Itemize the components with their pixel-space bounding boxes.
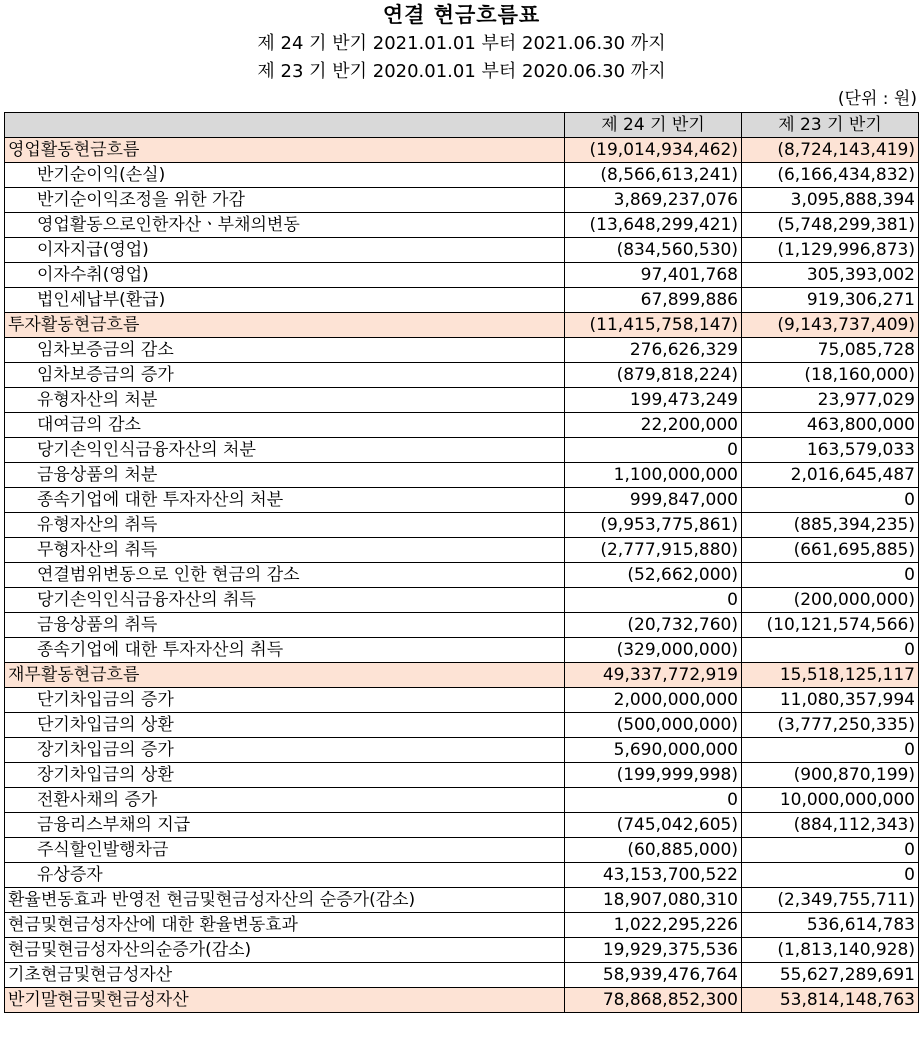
row-prior-value: (900,870,199) bbox=[742, 763, 919, 788]
row-current-value: 1,022,295,226 bbox=[565, 913, 742, 938]
row-label: 당기손익인식금융자산의 취득 bbox=[5, 588, 565, 613]
table-row bbox=[5, 638, 919, 663]
row-current-value: (13,648,299,421) bbox=[565, 213, 742, 238]
row-label: 단기차입금의 증가 bbox=[5, 688, 565, 713]
row-prior-value: 919,306,271 bbox=[742, 288, 919, 313]
table-row bbox=[5, 688, 919, 713]
row-current-value: (20,732,760) bbox=[565, 613, 742, 638]
row-current-value: 78,868,852,300 bbox=[565, 988, 742, 1013]
row-label: 현금및현금성자산의순증가(감소) bbox=[5, 938, 565, 963]
row-label: 유형자산의 취득 bbox=[5, 513, 565, 538]
table-row bbox=[5, 363, 919, 388]
row-current-value: (329,000,000) bbox=[565, 638, 742, 663]
row-prior-value: (3,777,250,335) bbox=[742, 713, 919, 738]
table-row bbox=[5, 988, 919, 1013]
table-row bbox=[5, 888, 919, 913]
row-current-value: 18,907,080,310 bbox=[565, 888, 742, 913]
row-prior-value: 10,000,000,000 bbox=[742, 788, 919, 813]
row-prior-value: (2,349,755,711) bbox=[742, 888, 919, 913]
row-current-value: (834,560,530) bbox=[565, 238, 742, 263]
row-current-value: (8,566,613,241) bbox=[565, 163, 742, 188]
row-label: 금융상품의 취득 bbox=[5, 613, 565, 638]
table-row bbox=[5, 238, 919, 263]
table-row bbox=[5, 813, 919, 838]
table-row bbox=[5, 163, 919, 188]
table-row bbox=[5, 488, 919, 513]
table-row bbox=[5, 263, 919, 288]
row-prior-value: 0 bbox=[742, 563, 919, 588]
row-current-value: (52,662,000) bbox=[565, 563, 742, 588]
statement-header bbox=[0, 0, 923, 86]
row-current-value: 999,847,000 bbox=[565, 488, 742, 513]
row-prior-value: (885,394,235) bbox=[742, 513, 919, 538]
statement-title: 연결 현금흐름표 bbox=[382, 3, 541, 27]
row-current-value: 1,100,000,000 bbox=[565, 463, 742, 488]
row-current-value: 0 bbox=[565, 438, 742, 463]
row-prior-value: 536,614,783 bbox=[742, 913, 919, 938]
row-prior-value: 23,977,029 bbox=[742, 388, 919, 413]
row-current-value: 58,939,476,764 bbox=[565, 963, 742, 988]
row-prior-value: (884,112,343) bbox=[742, 813, 919, 838]
row-label: 현금및현금성자산에 대한 환율변동효과 bbox=[5, 913, 565, 938]
row-label: 반기말현금및현금성자산 bbox=[5, 988, 565, 1013]
row-label: 당기손익인식금융자산의 처분 bbox=[5, 438, 565, 463]
row-prior-value: (18,160,000) bbox=[742, 363, 919, 388]
table-row bbox=[5, 413, 919, 438]
row-label: 임차보증금의 감소 bbox=[5, 338, 565, 363]
row-current-value: (199,999,998) bbox=[565, 763, 742, 788]
row-current-value: (11,415,758,147) bbox=[565, 313, 742, 338]
row-current-value: (19,014,934,462) bbox=[565, 138, 742, 163]
table-row bbox=[5, 763, 919, 788]
row-label: 영업활동으로인한자산ㆍ부채의변동 bbox=[5, 213, 565, 238]
period-prior: 제 23 기 반기 2020.01.01 부터 2020.06.30 까지 bbox=[257, 61, 666, 82]
table-row bbox=[5, 613, 919, 638]
row-label: 주식할인발행차금 bbox=[5, 838, 565, 863]
table-row bbox=[5, 313, 919, 338]
row-prior-value: 11,080,357,994 bbox=[742, 688, 919, 713]
row-label: 대여금의 감소 bbox=[5, 413, 565, 438]
row-label: 유형자산의 처분 bbox=[5, 388, 565, 413]
row-prior-value: (1,813,140,928) bbox=[742, 938, 919, 963]
row-prior-value: 163,579,033 bbox=[742, 438, 919, 463]
table-row bbox=[5, 938, 919, 963]
table-row bbox=[5, 388, 919, 413]
row-current-value: (9,953,775,861) bbox=[565, 513, 742, 538]
row-label: 환율변동효과 반영전 현금및현금성자산의 순증가(감소) bbox=[5, 888, 565, 913]
header-current-period: 제 24 기 반기 bbox=[565, 113, 742, 138]
row-label: 장기차입금의 증가 bbox=[5, 738, 565, 763]
table-row bbox=[5, 213, 919, 238]
cash-flow-table bbox=[4, 112, 919, 1013]
row-current-value: (60,885,000) bbox=[565, 838, 742, 863]
row-current-value: 49,337,772,919 bbox=[565, 663, 742, 688]
row-label: 금융리스부채의 지급 bbox=[5, 813, 565, 838]
row-label: 무형자산의 취득 bbox=[5, 538, 565, 563]
table-row bbox=[5, 913, 919, 938]
row-current-value: 199,473,249 bbox=[565, 388, 742, 413]
table-row bbox=[5, 838, 919, 863]
row-label: 단기차입금의 상환 bbox=[5, 713, 565, 738]
row-prior-value: 0 bbox=[742, 863, 919, 888]
row-label: 반기순이익조정을 위한 가감 bbox=[5, 188, 565, 213]
row-label: 반기순이익(손실) bbox=[5, 163, 565, 188]
row-prior-value: 55,627,289,691 bbox=[742, 963, 919, 988]
table-row bbox=[5, 513, 919, 538]
row-prior-value: 0 bbox=[742, 838, 919, 863]
table-row bbox=[5, 288, 919, 313]
table-row bbox=[5, 538, 919, 563]
row-current-value: 67,899,886 bbox=[565, 288, 742, 313]
table-header-row bbox=[5, 113, 919, 138]
table-row bbox=[5, 338, 919, 363]
row-prior-value: (10,121,574,566) bbox=[742, 613, 919, 638]
row-label: 연결범위변동으로 인한 현금의 감소 bbox=[5, 563, 565, 588]
row-prior-value: 53,814,148,763 bbox=[742, 988, 919, 1013]
row-current-value: 43,153,700,522 bbox=[565, 863, 742, 888]
row-current-value: 0 bbox=[565, 588, 742, 613]
row-current-value: (745,042,605) bbox=[565, 813, 742, 838]
row-current-value: (879,818,224) bbox=[565, 363, 742, 388]
row-label: 법인세납부(환급) bbox=[5, 288, 565, 313]
row-label: 유상증자 bbox=[5, 863, 565, 888]
row-label: 종속기업에 대한 투자자산의 처분 bbox=[5, 488, 565, 513]
table-row bbox=[5, 588, 919, 613]
table-row bbox=[5, 738, 919, 763]
row-prior-value: (661,695,885) bbox=[742, 538, 919, 563]
period-current: 제 24 기 반기 2021.01.01 부터 2021.06.30 까지 bbox=[257, 33, 666, 54]
row-prior-value: (6,166,434,832) bbox=[742, 163, 919, 188]
table-row bbox=[5, 788, 919, 813]
row-prior-value: (1,129,996,873) bbox=[742, 238, 919, 263]
table-row bbox=[5, 713, 919, 738]
row-label: 전환사채의 증가 bbox=[5, 788, 565, 813]
row-prior-value: 0 bbox=[742, 738, 919, 763]
row-label: 재무활동현금흐름 bbox=[5, 663, 565, 688]
row-current-value: 2,000,000,000 bbox=[565, 688, 742, 713]
table-row bbox=[5, 138, 919, 163]
row-current-value: 19,929,375,536 bbox=[565, 938, 742, 963]
row-current-value: 3,869,237,076 bbox=[565, 188, 742, 213]
row-prior-value: (200,000,000) bbox=[742, 588, 919, 613]
row-label: 금융상품의 처분 bbox=[5, 463, 565, 488]
row-current-value: 22,200,000 bbox=[565, 413, 742, 438]
row-current-value: 0 bbox=[565, 788, 742, 813]
row-prior-value: 0 bbox=[742, 488, 919, 513]
table-row bbox=[5, 463, 919, 488]
header-prior-period: 제 23 기 반기 bbox=[742, 113, 919, 138]
row-label: 영업활동현금흐름 bbox=[5, 138, 565, 163]
row-label: 기초현금및현금성자산 bbox=[5, 963, 565, 988]
table-row bbox=[5, 438, 919, 463]
table-row bbox=[5, 188, 919, 213]
row-prior-value: 15,518,125,117 bbox=[742, 663, 919, 688]
row-current-value: 276,626,329 bbox=[565, 338, 742, 363]
header-label-column bbox=[5, 113, 565, 138]
row-prior-value: (5,748,299,381) bbox=[742, 213, 919, 238]
row-prior-value: 463,800,000 bbox=[742, 413, 919, 438]
row-prior-value: 0 bbox=[742, 638, 919, 663]
table-body bbox=[5, 138, 919, 1013]
row-current-value: 97,401,768 bbox=[565, 263, 742, 288]
row-label: 투자활동현금흐름 bbox=[5, 313, 565, 338]
table-row bbox=[5, 863, 919, 888]
table-row bbox=[5, 663, 919, 688]
row-prior-value: (8,724,143,419) bbox=[742, 138, 919, 163]
unit-label: (단위 : 원) bbox=[837, 89, 917, 109]
row-prior-value: 75,085,728 bbox=[742, 338, 919, 363]
row-current-value: (500,000,000) bbox=[565, 713, 742, 738]
row-label: 임차보증금의 증가 bbox=[5, 363, 565, 388]
row-label: 장기차입금의 상환 bbox=[5, 763, 565, 788]
row-current-value: (2,777,915,880) bbox=[565, 538, 742, 563]
row-current-value: 5,690,000,000 bbox=[565, 738, 742, 763]
table-row bbox=[5, 563, 919, 588]
row-prior-value: (9,143,737,409) bbox=[742, 313, 919, 338]
table-row bbox=[5, 963, 919, 988]
row-prior-value: 305,393,002 bbox=[742, 263, 919, 288]
row-prior-value: 3,095,888,394 bbox=[742, 188, 919, 213]
row-label: 종속기업에 대한 투자자산의 취득 bbox=[5, 638, 565, 663]
row-prior-value: 2,016,645,487 bbox=[742, 463, 919, 488]
row-label: 이자지급(영업) bbox=[5, 238, 565, 263]
row-label: 이자수취(영업) bbox=[5, 263, 565, 288]
